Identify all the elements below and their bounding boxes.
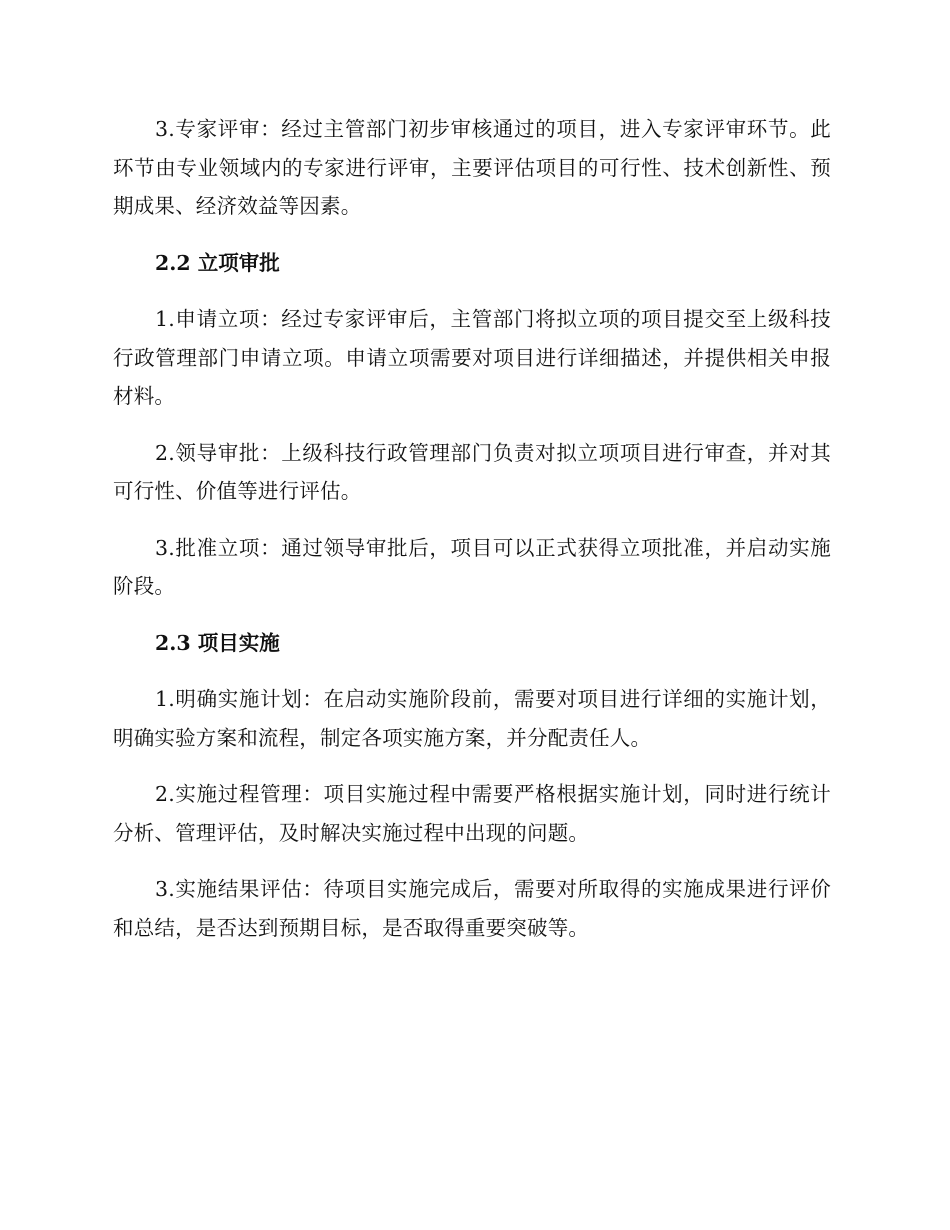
paragraph-implementation-plan: 1.明确实施计划：在启动实施阶段前，需要对项目进行详细的实施计划，明确实验方案和流程，制定各项实施方案，并分配责任人。 <box>113 687 831 750</box>
document-page <box>113 110 831 965</box>
paragraph-expert-review: 3.专家评审：经过主管部门初步审核通过的项目，进入专家评审环节。此环节由专业领域内的专家进行评审，主要评估项目的可行性、技术创新性、预期成果、经济效益等因素。 <box>113 117 831 218</box>
section-heading-2-3: 2.3 项目实施 <box>155 630 280 655</box>
paragraph-approve-project: 3.批准立项：通过领导审批后，项目可以正式获得立项批准，并启动实施阶段。 <box>113 535 831 598</box>
paragraph-result-evaluation: 3.实施结果评估：待项目实施完成后，需要对所取得的实施成果进行评价和总结，是否达到预期目标，是否取得重要突破等。 <box>113 877 831 940</box>
paragraph-process-management: 2.实施过程管理：项目实施过程中需要严格根据实施计划，同时进行统计分析、管理评估，及时解决实施过程中出现的问题。 <box>113 782 831 845</box>
section-heading-2-2: 2.2 立项审批 <box>155 250 280 275</box>
paragraph-leader-approval: 2.领导审批：上级科技行政管理部门负责对拟立项项目进行审查，并对其可行性、价值等进行评估。 <box>113 440 831 503</box>
paragraph-apply-approval: 1.申请立项：经过专家评审后，主管部门将拟立项的项目提交至上级科技行政管理部门申请立项。申请立项需要对项目进行详细描述，并提供相关申报材料。 <box>113 307 831 408</box>
